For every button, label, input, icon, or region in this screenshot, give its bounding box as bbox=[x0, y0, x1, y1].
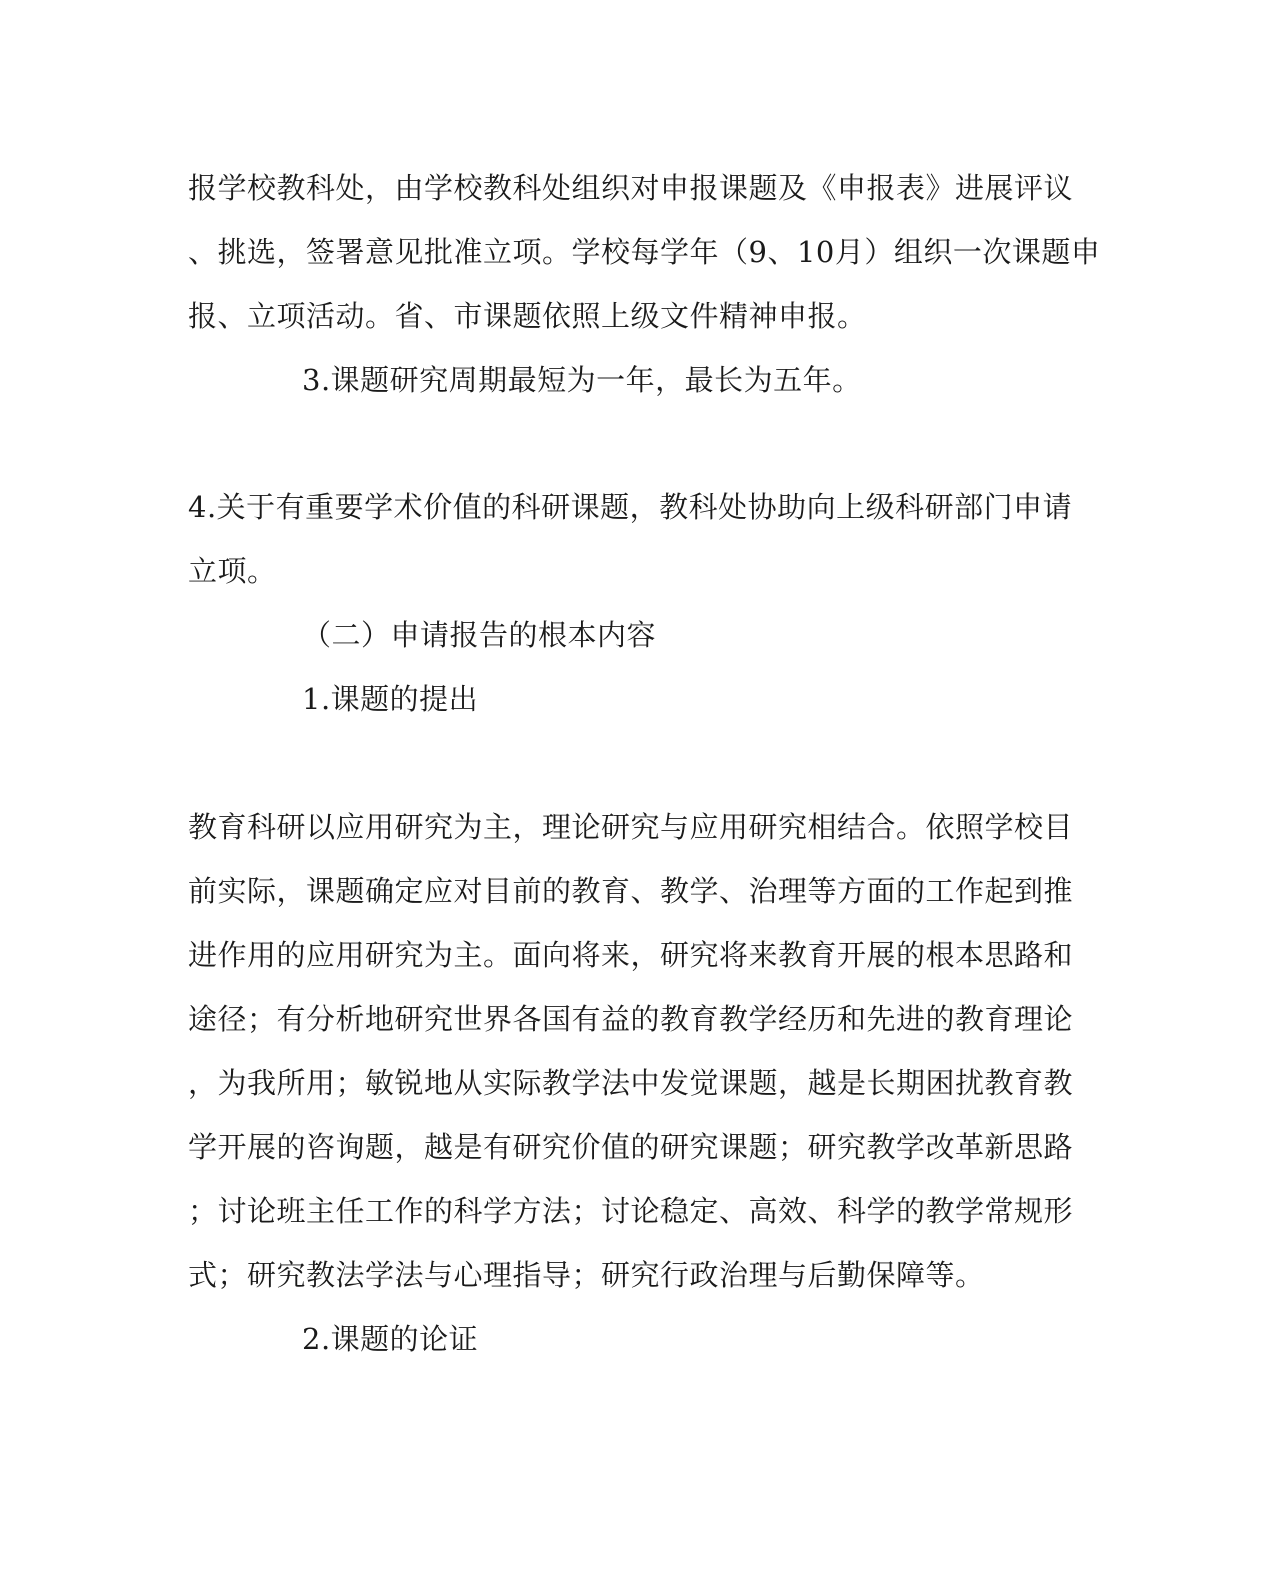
paragraph-line: 4.关于有重要学术价值的科研课题，教科处协助向上级科研部门申请 bbox=[188, 490, 1073, 524]
subsection-heading: 1.课题的提出 bbox=[302, 682, 479, 716]
section-heading: （二）申请报告的根本内容 bbox=[302, 618, 657, 652]
paragraph-line: 前实际，课题确定应对目前的教育、教学、治理等方面的工作起到推 bbox=[188, 874, 1074, 908]
paragraph-line: 进作用的应用研究为主。面向将来，研究将来教育开展的根本思路和 bbox=[188, 938, 1074, 972]
list-item: 3.课题研究周期最短为一年，最长为五年。 bbox=[302, 363, 862, 397]
paragraph-line: 式；研究教法学法与心理指导；研究行政治理与后勤保障等。 bbox=[188, 1258, 985, 1292]
paragraph-line: 立项。 bbox=[188, 554, 277, 588]
paragraph-line: ；讨论班主任工作的科学方法；讨论稳定、高效、科学的教学常规形 bbox=[188, 1194, 1074, 1228]
paragraph-line: ，为我所用；敏锐地从实际教学法中发觉课题，越是长期困扰教育教 bbox=[188, 1066, 1074, 1100]
subsection-heading: 2.课题的论证 bbox=[302, 1322, 479, 1356]
paragraph-line: 报学校教科处，由学校教科处组织对申报课题及《申报表》进展评议 bbox=[188, 171, 1074, 205]
paragraph-line: 、挑选，签署意见批准立项。学校每学年（9、10月）组织一次课题申 bbox=[188, 235, 1101, 269]
paragraph-line: 学开展的咨询题，越是有研究价值的研究课题；研究教学改革新思路 bbox=[188, 1130, 1074, 1164]
paragraph-line: 教育科研以应用研究为主，理论研究与应用研究相结合。依照学校目 bbox=[188, 810, 1074, 844]
paragraph-line: 报、立项活动。省、市课题依照上级文件精神申报。 bbox=[188, 299, 867, 333]
paragraph-line: 途径；有分析地研究世界各国有益的教育教学经历和先进的教育理论 bbox=[188, 1002, 1074, 1036]
